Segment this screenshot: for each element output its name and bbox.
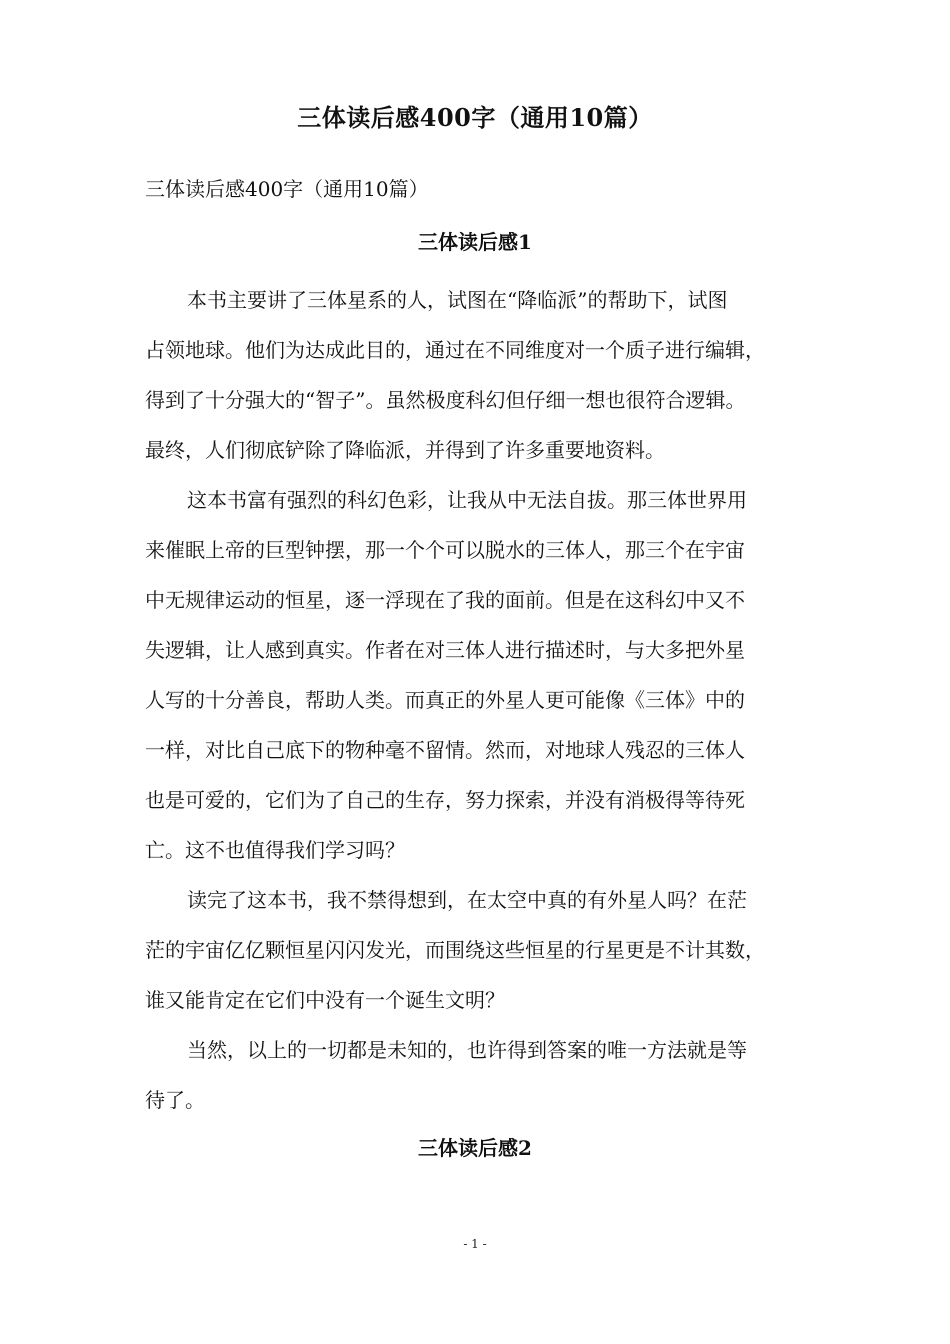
paragraph-3 (145, 875, 805, 1025)
paragraph-4 (145, 1025, 805, 1125)
paragraph-line: 也是可爱的，它们为了自己的生存，努力探索，并没有消极得等待死 (145, 788, 745, 812)
paragraph-line: 待了。 (145, 1088, 205, 1112)
paragraph-line: 最终，人们彻底铲除了降临派，并得到了许多重要地资料。 (145, 438, 665, 462)
paragraph-line: 当然，以上的一切都是未知的，也许得到答案的唯一方法就是等 (187, 1038, 747, 1062)
page-number: - 1 - (463, 1237, 487, 1251)
paragraph-line: 中无规律运动的恒星，逐一浮现在了我的面前。但是在这科幻中又不 (145, 588, 745, 612)
paragraph-2 (145, 475, 805, 875)
paragraph-1 (145, 275, 805, 475)
paragraph-line: 这本书富有强烈的科幻色彩，让我从中无法自拔。那三体世界用 (187, 488, 747, 512)
document-title: 三体读后感400字（通用10篇） (297, 103, 653, 132)
document-subtitle: 三体读后感400字（通用10篇） (145, 177, 429, 201)
paragraph-line: 谁又能肯定在它们中没有一个诞生文明？ (145, 988, 505, 1012)
paragraph-line: 本书主要讲了三体星系的人，试图在“降临派”的帮助下，试图 (187, 288, 728, 312)
section-heading-2: 三体读后感2 (418, 1136, 532, 1160)
paragraph-line: 茫的宇宙亿亿颗恒星闪闪发光，而围绕这些恒星的行星更是不计其数， (145, 938, 765, 962)
paragraph-line: 失逻辑，让人感到真实。作者在对三体人进行描述时，与大多把外星 (145, 638, 745, 662)
paragraph-line: 得到了十分强大的“智子”。虽然极度科幻但仔细一想也很符合逻辑。 (145, 388, 746, 412)
paragraph-line: 一样，对比自己底下的物种毫不留情。然而，对地球人残忍的三体人 (145, 738, 745, 762)
paragraph-line: 读完了这本书，我不禁得想到，在太空中真的有外星人吗？在茫 (187, 888, 747, 912)
paragraph-line: 人写的十分善良，帮助人类。而真正的外星人更可能像《三体》中的 (145, 688, 745, 712)
paragraph-line: 来催眠上帝的巨型钟摆，那一个个可以脱水的三体人，那三个在宇宙 (145, 538, 745, 562)
paragraph-line: 占领地球。他们为达成此目的，通过在不同维度对一个质子进行编辑， (145, 338, 765, 362)
paragraph-line: 亡。这不也值得我们学习吗？ (145, 838, 405, 862)
section-heading-1: 三体读后感1 (418, 230, 532, 254)
